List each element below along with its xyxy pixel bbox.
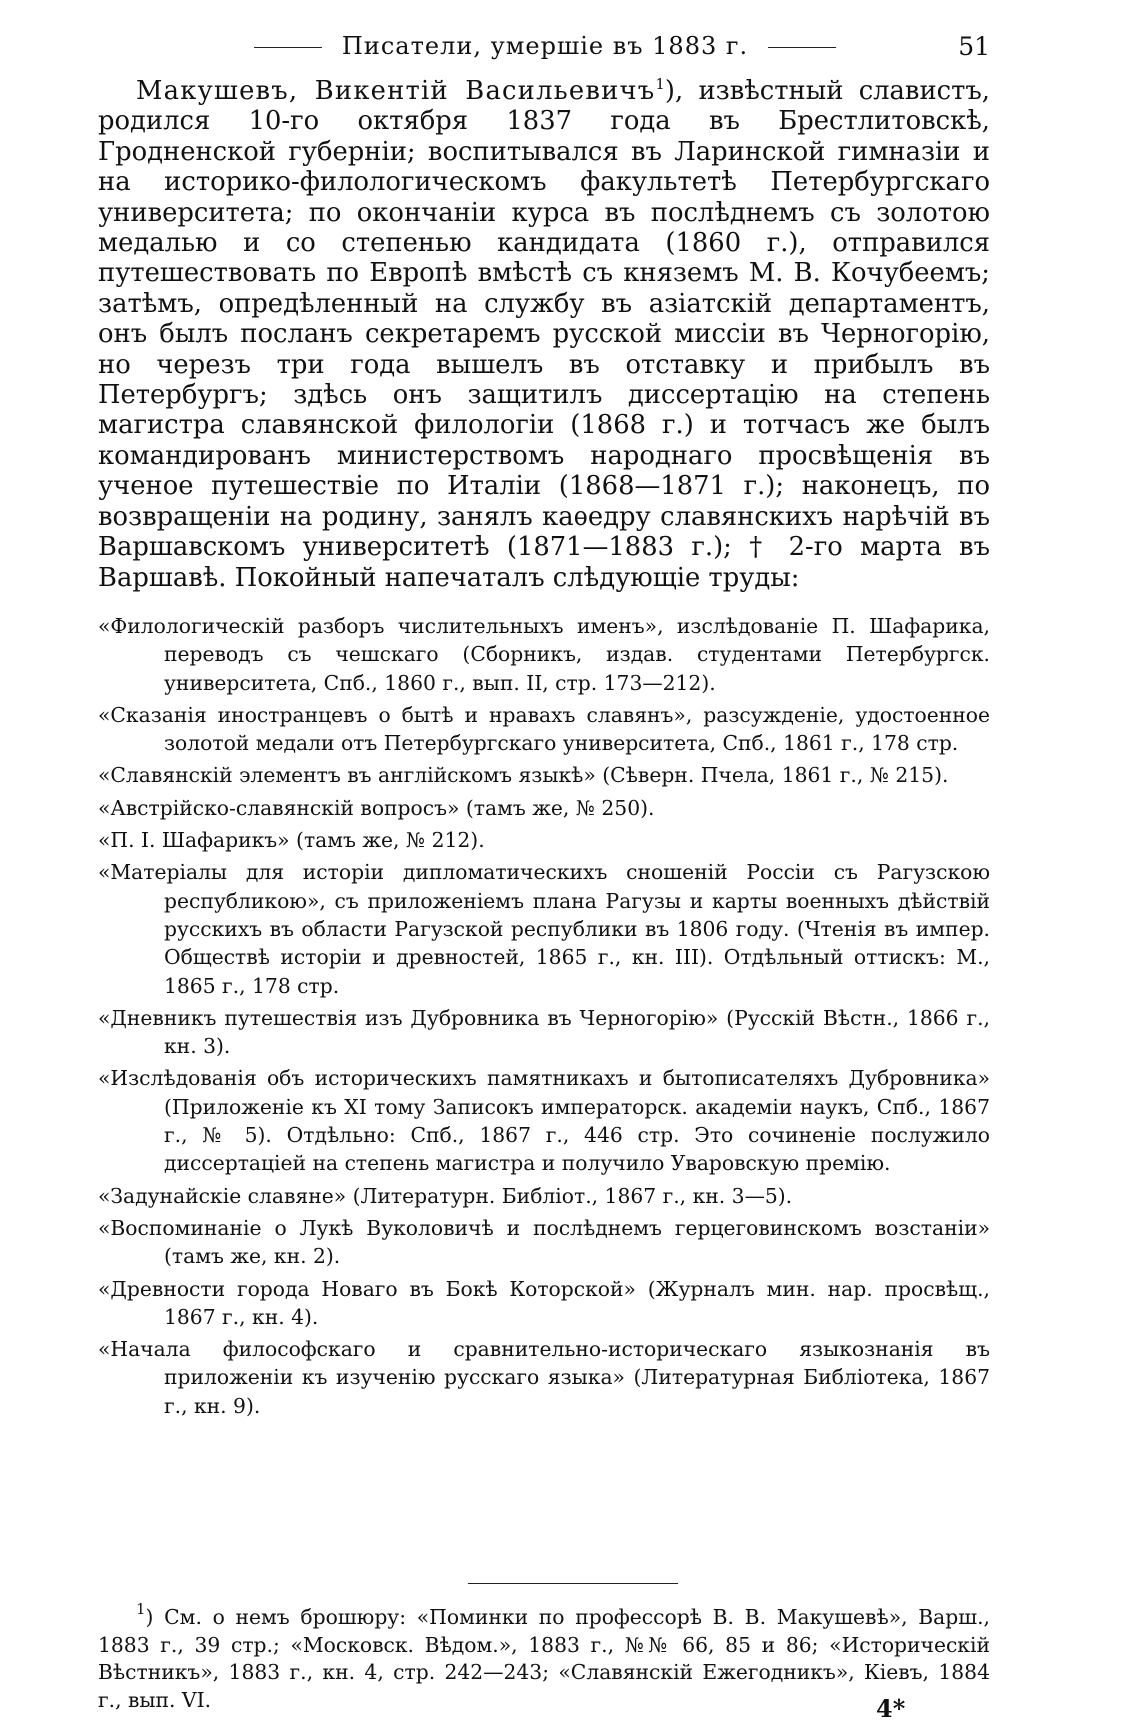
work-item: «Воспоминаніе о Лукѣ Вуколовичѣ и послѣднемъ герцеговинскомъ возстаніи» (тамъ же, кн. 2). (98, 1215, 990, 1269)
entry-name: Макушевъ, Викентій Васильевичъ (136, 76, 656, 106)
footnote-divider (468, 1583, 678, 1584)
work-item: «Изслѣдованія объ историческихъ памятникахъ и бытописателяхъ Дубровника» (Приложеніе къ XI тому Записокъ императорск. академіи наукъ, Спб., 1867 г., № 5). Отдѣльно: Спб., 1867 г., 446 стр. Это сочиненіе послужило диссертаціей на степень магистра и получило Уваровскую премію. (98, 1066, 990, 1176)
footnote-reference: 1 (655, 75, 665, 93)
footnote-text: ) См. о немъ брошюру: «Поминки по профессорѣ В. В. Макушевѣ», Варш., 1883 г., 39 стр.; «Московск. Вѣдом.», 1883 г., №№ 66, 85 и 86; «Историческій Вѣстникъ», 1883 г., кн. 4, стр. 242—243; «Славянскій Ежегодникъ», Кіевъ, 1884 г., вып. VI. (98, 1605, 990, 1712)
running-title (100, 32, 990, 60)
work-item: «Сказанія иностранцевъ о бытѣ и нравахъ славянъ», разсужденіе, удостоенное золотой медали отъ Петербургскаго университета, Спб., 1861 г., 178 стр. (98, 702, 990, 756)
header-dash-right (768, 47, 836, 48)
work-item: «Славянскій элементъ въ англійскомъ языкѣ» (Сѣверн. Пчела, 1861 г., № 215). (98, 763, 949, 788)
works-list (98, 612, 990, 1424)
biography-text: ), извѣстный славистъ, родился 10-го октября 1837 года въ Брестлитовскѣ, Гродненской губерніи; воспитывался въ Ларинской гимназіи и на историко-филологическомъ факультетѣ Петербургскаго университета; по окончаніи курса въ послѣднемъ съ золотою медалью и со степенью кандидата (1860 г.), отправился путешествовать по Европѣ вмѣстѣ съ княземъ М. В. Кочубеемъ; затѣмъ, опредѣленный на службу въ азіатскій департаментъ, онъ былъ посланъ секретаремъ русской миссіи въ Черногорію, но черезъ три года вышелъ въ отставку и прибылъ въ Петербургъ; здѣсь онъ защитилъ диссертацію на степень магистра славянской филологіи (1868 г.) и тотчасъ же былъ командированъ министерствомъ народнаго просвѣщенія въ ученое путешествіе по Италіи (1868—1871 г.); наконецъ, по возвращеніи на родину, занялъ каѳедру славянскихъ нарѣчій въ Варшавскомъ университетѣ (1871—1883 г.); † 2-го марта въ Варшавѣ. Покойный напечаталъ слѣдующіе труды: (98, 76, 990, 593)
footnote-mark: 1 (136, 1600, 146, 1618)
work-item: «Дневникъ путешествія изъ Дубровника въ Черногорію» (Русскій Вѣстн., 1866 г., кн. 3). (98, 1005, 990, 1059)
work-item: «Матеріалы для исторіи дипломатическихъ сношеній Россіи съ Рагузскою республикою», съ приложеніемъ плана Рагузы и карты военныхъ дѣйствій русскихъ въ области Рагузской республики въ 1806 году. (Чтенія въ импер. Обществѣ исторіи и древностей, 1865 г., кн. III). Отдѣльный оттискъ: М., 1865 г., 178 стр. (98, 860, 990, 998)
biography-entry (98, 76, 990, 593)
printer-signature-mark: 4* (876, 1694, 906, 1723)
work-item: «Австрійско-славянскій вопросъ» (тамъ же, № 250). (98, 795, 655, 820)
work-item: «Древности города Новаго въ Бокѣ Которской» (Журналъ мин. нар. просвѣщ., 1867 г., кн. 4). (98, 1276, 990, 1329)
running-title-text: Писатели, умершіе въ 1883 г. (341, 32, 749, 60)
biography-paragraph (98, 76, 990, 593)
running-header (100, 32, 990, 62)
work-item: «П. I. Шафарикъ» (тамъ же, № 212). (98, 828, 485, 853)
work-item: «Начала философскаго и сравнительно-историческаго языкознанія въ приложеніи къ изученію русскаго языка» (Литературная Библіотека, 1867 г., кн. 9). (98, 1337, 990, 1418)
work-item: «Задунайскіе славяне» (Литературн. Библіот., 1867 г., кн. 3—5). (98, 1183, 793, 1208)
header-dash-left (254, 47, 322, 48)
work-item: «Филологическій разборъ числительныхъ именъ», изслѣдованіе П. Шафарика, переводъ съ чешскаго (Сборникъ, издав. студентами Петербургск. университета, Спб., 1860 г., вып. II, стр. 173—212). (98, 614, 990, 695)
footnote (98, 1600, 990, 1714)
page-number: 51 (958, 32, 990, 61)
footnote-paragraph (98, 1600, 990, 1714)
